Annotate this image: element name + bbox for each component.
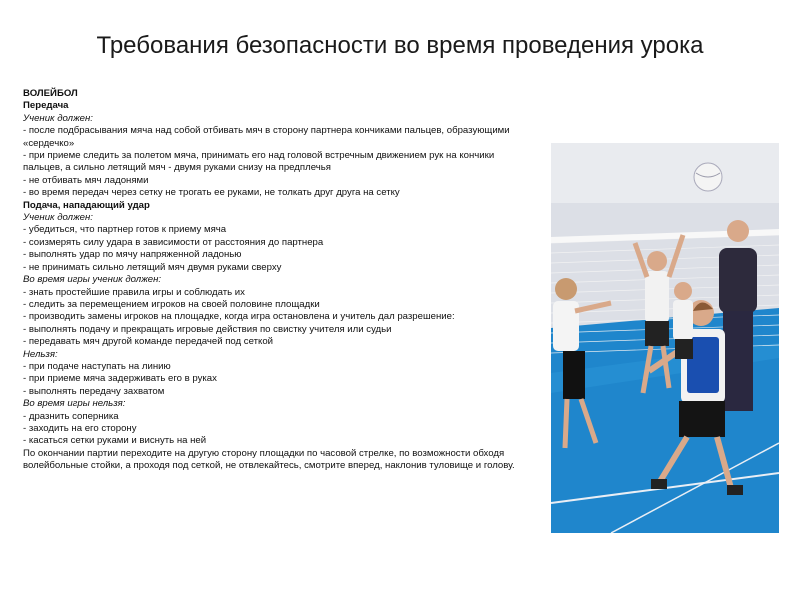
rules-text [23,88,528,473]
text-line: ВОЛЕЙБОЛ [23,88,78,99]
text-line: - соизмерять силу удара в зависимости от расстояния до партнера [23,236,324,248]
slide-title: Требования безопасности во время проведения урока [96,32,704,59]
text-line: Передача [23,100,69,112]
text-line: - выполнять подачу и прекращать игровые действия по свистку учителя или судьи [23,323,392,335]
volleyball-illustration [551,143,779,533]
text-line: - передавать мяч другой команде передачей под сеткой [23,336,274,348]
text-line: - выполнять передачу захватом [23,385,165,397]
text-line: - при подаче наступать на линию [23,360,171,372]
text-line: - касаться сетки руками и виснуть на ней [23,435,207,447]
text-line: - не принимать сильно летящий мяч двумя руками сверху [23,261,282,273]
text-line: - знать простейшие правила игры и соблюдать их [23,286,245,298]
text-line: - во время передач через сетку не трогать ее руками, не толкать друг друга на сетку [23,187,400,199]
text-line: Ученик должен: [23,212,93,224]
text-line: Во время игры нельзя: [23,398,126,410]
text-line: - выполнять удар по мячу напряженной ладонью [23,249,242,261]
text-line: - после подбрасывания мяча над собой отбивать мяч в сторону партнера кончиками пальцев, образующими «сердечко» [23,125,510,149]
text-line: - при приеме следить за полетом мяча, принимать его над головой встречным движением рук на кончики пальцев, а сильно летящий мяч - двумя руками снизу на предплечья [23,150,495,174]
text-line: Подача, нападающий удар [23,199,150,211]
text-line: Ученик должен: [23,112,93,124]
text-line: - заходить на его сторону [23,422,137,434]
text-line: По окончании партии переходите на другую сторону площадки по часовой стрелке, по возможности обходя волейбольные стойки, а проходя под сеткой, не отвлекайтесь, смотрите вперед, наклонив туловище и голову. [23,447,515,472]
text-line: Во время игры ученик должен: [23,274,162,286]
volleyball-photo [551,143,779,533]
text-line: - убедиться, что партнер готов к приему мяча [23,224,227,236]
text-line: - следить за перемещением игроков на своей половине площадки [23,298,320,310]
text-line: - дразнить соперника [23,410,119,422]
text-line: - при приеме мяча задерживать его в руках [23,373,217,385]
text-line: - производить замены игроков на площадке, когда игра остановлена и учитель дал разрешение: [23,311,455,323]
text-line: Нельзя: [23,348,58,360]
text-line: - не отбивать мяч ладонями [23,174,149,186]
